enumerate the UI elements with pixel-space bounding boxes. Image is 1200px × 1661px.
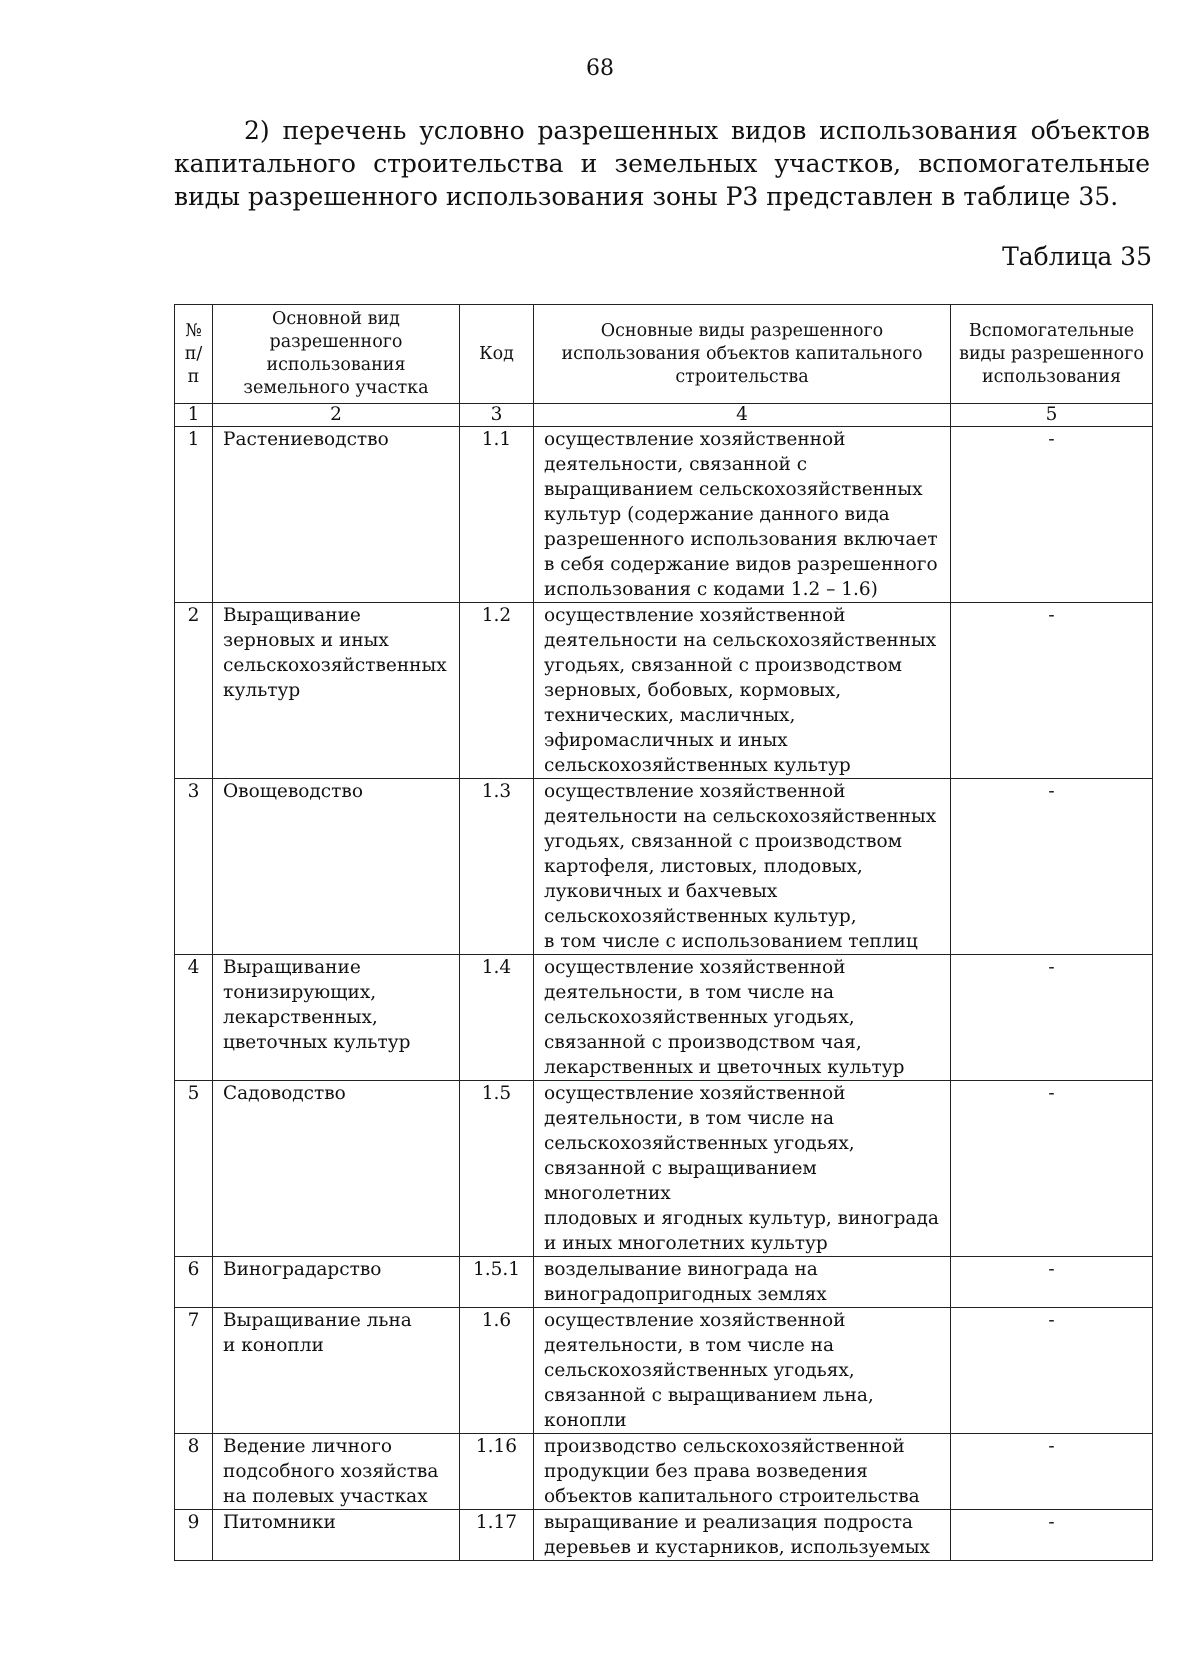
row-auxiliary: - (951, 1434, 1153, 1510)
column-number: 5 (951, 404, 1153, 427)
page-number: 68 (586, 56, 614, 81)
table-row (175, 1081, 1153, 1257)
header-capital-construction: Основные виды разрешенного использования объектов капитального строительства (534, 305, 951, 404)
row-description: осуществление хозяйственной деятельности, в том числе на сельскохозяйственных угодьях, связанной с производством чая, лекарственных и цветочных культур (534, 955, 951, 1081)
row-code: 1.16 (460, 1434, 534, 1510)
table-row (175, 1510, 1153, 1561)
row-number: 9 (175, 1510, 213, 1561)
row-main-type: Питомники (213, 1510, 460, 1561)
header-code: Код (460, 305, 534, 404)
column-number: 2 (213, 404, 460, 427)
row-description: осуществление хозяйственной деятельности, связанной с выращиванием сельскохозяйственных культур (содержание данного вида разрешенного использования включает в себя содержание видов разрешенного использования с кодами 1.2 – 1.6) (534, 427, 951, 603)
header-auxiliary: Вспомогательные виды разрешенного использования (951, 305, 1153, 404)
table-row (175, 1257, 1153, 1308)
row-auxiliary: - (951, 1510, 1153, 1561)
row-code: 1.1 (460, 427, 534, 603)
row-description: осуществление хозяйственной деятельности на сельскохозяйственных угодьях, связанной с производством картофеля, листовых, плодовых, луковичных и бахчевых сельскохозяйственных культур, в том числе с использованием теплиц (534, 779, 951, 955)
row-main-type: Виноградарство (213, 1257, 460, 1308)
row-code: 1.4 (460, 955, 534, 1081)
row-description: возделывание винограда на виноградопригодных землях (534, 1257, 951, 1308)
land-use-table (174, 304, 1153, 1561)
table-row (175, 1308, 1153, 1434)
table-row (175, 779, 1153, 955)
row-number: 7 (175, 1308, 213, 1434)
table-row (175, 1434, 1153, 1510)
row-main-type: Выращивание льна и конопли (213, 1308, 460, 1434)
row-number: 3 (175, 779, 213, 955)
row-code: 1.5 (460, 1081, 534, 1257)
row-number: 2 (175, 603, 213, 779)
row-main-type: Выращивание тонизирующих, лекарственных, цветочных культур (213, 955, 460, 1081)
row-number: 4 (175, 955, 213, 1081)
row-code: 1.17 (460, 1510, 534, 1561)
column-number: 3 (460, 404, 534, 427)
row-code: 1.2 (460, 603, 534, 779)
row-auxiliary: - (951, 603, 1153, 779)
row-main-type: Садоводство (213, 1081, 460, 1257)
row-auxiliary: - (951, 1081, 1153, 1257)
table-row (175, 955, 1153, 1081)
intro-text: 2) перечень условно разрешенных видов использования объектов капитального строительства и земельных участков, вспомогательные виды разрешенного использования зоны Р3 представлен в таблице 35. (174, 116, 1150, 211)
row-number: 8 (175, 1434, 213, 1510)
row-main-type: Овощеводство (213, 779, 460, 955)
table-row (175, 427, 1153, 603)
row-main-type: Ведение личного подсобного хозяйства на полевых участках (213, 1434, 460, 1510)
row-code: 1.3 (460, 779, 534, 955)
row-number: 5 (175, 1081, 213, 1257)
column-number: 1 (175, 404, 213, 427)
row-number: 6 (175, 1257, 213, 1308)
column-number-row (175, 404, 1153, 427)
row-code: 1.5.1 (460, 1257, 534, 1308)
row-auxiliary: - (951, 1308, 1153, 1434)
column-number: 4 (534, 404, 951, 427)
header-main-type: Основной вид разрешенного использования земельного участка (213, 305, 460, 404)
row-description: осуществление хозяйственной деятельности, в том числе на сельскохозяйственных угодьях, связанной с выращиванием льна, конопли (534, 1308, 951, 1434)
table-caption: Таблица 35 (1002, 242, 1152, 271)
intro-paragraph (174, 114, 1150, 213)
row-auxiliary: - (951, 427, 1153, 603)
table-header-row (175, 305, 1153, 404)
table-row (175, 603, 1153, 779)
row-main-type: Растениеводство (213, 427, 460, 603)
row-description: выращивание и реализация подроста деревьев и кустарников, используемых (534, 1510, 951, 1561)
row-auxiliary: - (951, 955, 1153, 1081)
row-number: 1 (175, 427, 213, 603)
row-description: осуществление хозяйственной деятельности, в том числе на сельскохозяйственных угодьях, связанной с выращиванием многолетних плодовых и ягодных культур, винограда и иных многолетних культур (534, 1081, 951, 1257)
row-main-type: Выращивание зерновых и иных сельскохозяйственных культур (213, 603, 460, 779)
row-auxiliary: - (951, 779, 1153, 955)
header-num: № п/п (175, 305, 213, 404)
row-code: 1.6 (460, 1308, 534, 1434)
row-auxiliary: - (951, 1257, 1153, 1308)
row-description: производство сельскохозяйственной продукции без права возведения объектов капитального строительства (534, 1434, 951, 1510)
row-description: осуществление хозяйственной деятельности на сельскохозяйственных угодьях, связанной с производством зерновых, бобовых, кормовых, технических, масличных, эфиромасличных и иных сельскохозяйственных культур (534, 603, 951, 779)
